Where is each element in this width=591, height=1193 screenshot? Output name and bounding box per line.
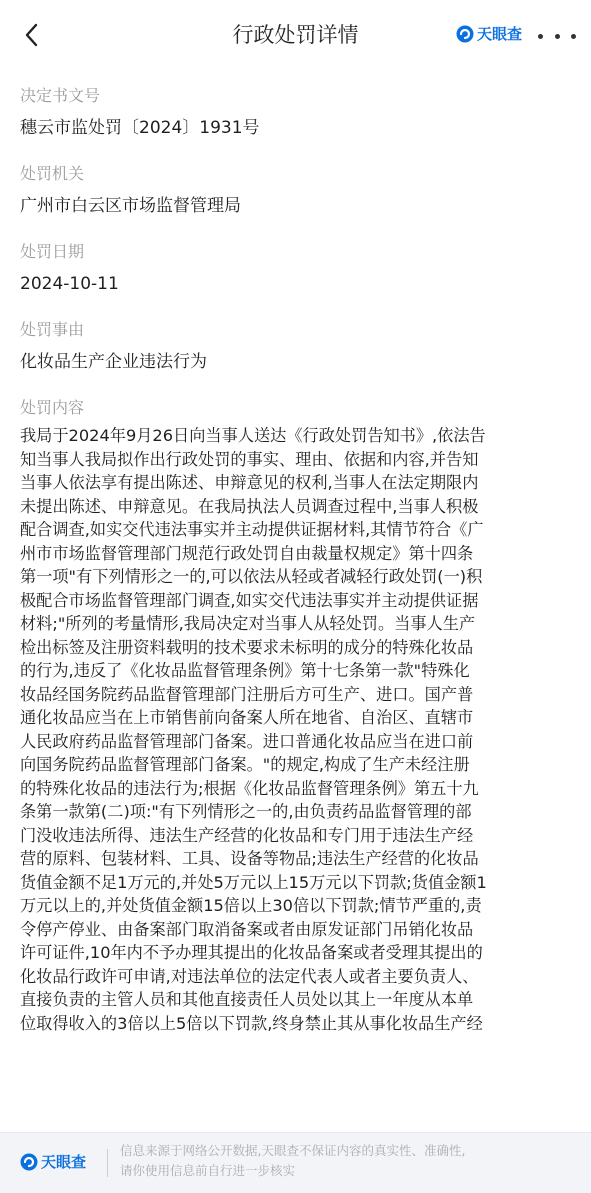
content-line: 我局于2024年9月26日向当事人送达《行政处罚告知书》,依法告: [20, 426, 486, 445]
field-value: 穗云市监处罚〔2024〕1931号: [20, 118, 260, 138]
disclaimer-line: 信息来源于网络公开数据,天眼查不保证内容的真实性、准确性,: [120, 1143, 466, 1158]
content-line: 货值金额不足1万元的,并处5万元以上15万元以下罚款;货值金额1: [20, 872, 487, 892]
content-line: 极配合市场监督管理部门调查,如实交代违法事实并主动提供证据: [20, 590, 479, 610]
content-line: 条第一款第(二)项:"有下列情形之一的,由负责药品监督管理的部: [20, 802, 472, 821]
content-line: 未提出陈述、申辩意见。在我局执法人员调查过程中,当事人积极: [20, 496, 479, 516]
footer-disclaimer-bar: [0, 1132, 591, 1193]
brand-name: 天眼查: [477, 25, 523, 43]
field-label: 处罚内容: [20, 398, 85, 417]
content-line: 化妆品行政许可申请,对违法单位的法定代表人或者主要负责人、: [20, 966, 479, 986]
content-line: 直接负责的主管人员和其他直接责任人员处以其上一年度从本单: [20, 990, 474, 1009]
content-line: 妆品经国务院药品监督管理部门注册后方可生产、进口。国产普: [20, 684, 474, 704]
penalty-details: [20, 84, 576, 1035]
navigation-bar: [0, 0, 591, 68]
content-line: 的行为,违反了《化妆品监督管理条例》第十七条第一款"特殊化: [20, 661, 470, 680]
field-decision-number: [20, 84, 576, 142]
content-line: 州市市场监督管理部门规范行政处罚自由裁量权规定》第十四条: [20, 543, 474, 563]
field-label: 决定书文号: [20, 86, 101, 105]
penalty-content-text: [20, 424, 576, 1035]
content-line: 万元以上的,并处货值金额15倍以上30倍以下罚款;情节严重的,责: [20, 896, 482, 915]
content-line: 人民政府药品监督管理部门备案。进口普通化妆品应当在进口前: [20, 731, 474, 751]
disclaimer-line: 请你使用信息前自行进一步核实: [120, 1163, 296, 1178]
field-value: 广州市白云区市场监督管理局: [20, 196, 241, 216]
field-penalty-reason: [20, 318, 576, 376]
content-line: 通化妆品应当在上市销售前向备案人所在地省、自治区、直辖市: [20, 708, 474, 727]
tianyancha-logo-icon: [456, 25, 474, 43]
field-penalty-authority: [20, 162, 576, 220]
disclaimer-text: [120, 1141, 580, 1181]
content-line: 当事人依法享有提出陈述、申辩意见的权利,当事人在法定期限内: [20, 473, 479, 492]
field-label: 处罚机关: [20, 164, 85, 183]
content-line: 材料;"所列的考量情形,我局决定对当事人从轻处罚。当事人生产: [20, 614, 476, 633]
content-line: 配合调查,如实交代违法事实并主动提供证据材料,其情节符合《广: [20, 520, 484, 539]
field-label: 处罚日期: [20, 242, 85, 261]
content-line: 的特殊化妆品的违法行为;根据《化妆品监督管理条例》第五十九: [20, 778, 479, 798]
content-line: 位取得收入的3倍以上5倍以下罚款,终身禁止其从事化妆品生产经: [20, 1013, 483, 1033]
content-line: 知当事人我局拟作出行政处罚的事实、理由、依据和内容,并告知: [20, 449, 479, 469]
content-line: 检出标签及注册资料载明的技术要求未标明的成分的特殊化妆品: [20, 637, 474, 657]
content-line: 第一项"有下列情形之一的,可以依法从轻或者减轻行政处罚(一)积: [20, 567, 483, 586]
footer-divider: [107, 1149, 108, 1177]
footer-brand-name: 天眼查: [41, 1153, 87, 1171]
content-line: 门没收违法所得、违法生产经营的化妆品和专门用于违法生产经: [20, 825, 474, 845]
more-horizontal-icon: [538, 34, 543, 39]
content-line: 营的原料、包装材料、工具、设备等物品;违法生产经营的化妆品: [20, 849, 479, 868]
content-line: 令停产停业、由备案部门取消备案或者由原发证部门吊销化妆品: [20, 919, 474, 939]
page-title: 行政处罚详情: [232, 23, 359, 47]
more-button[interactable]: [538, 26, 576, 46]
field-label: 处罚事由: [20, 320, 85, 339]
content-line: 向国务院药品监督管理部门备案。"的规定,构成了生产未经注册: [20, 755, 470, 774]
field-value: 化妆品生产企业违法行为: [20, 352, 207, 372]
field-value: 2024-10-11: [20, 274, 119, 294]
field-penalty-date: [20, 240, 576, 298]
footer-brand: [20, 1151, 86, 1172]
more-dot: [571, 34, 576, 39]
content-line: 许可证件,10年内不予办理其提出的化妆品备案或者受理其提出的: [20, 943, 483, 962]
brand-logo[interactable]: [456, 23, 522, 44]
tianyancha-logo-icon: [20, 1153, 38, 1171]
field-penalty-content: [20, 396, 576, 1035]
more-dot: [555, 34, 560, 39]
